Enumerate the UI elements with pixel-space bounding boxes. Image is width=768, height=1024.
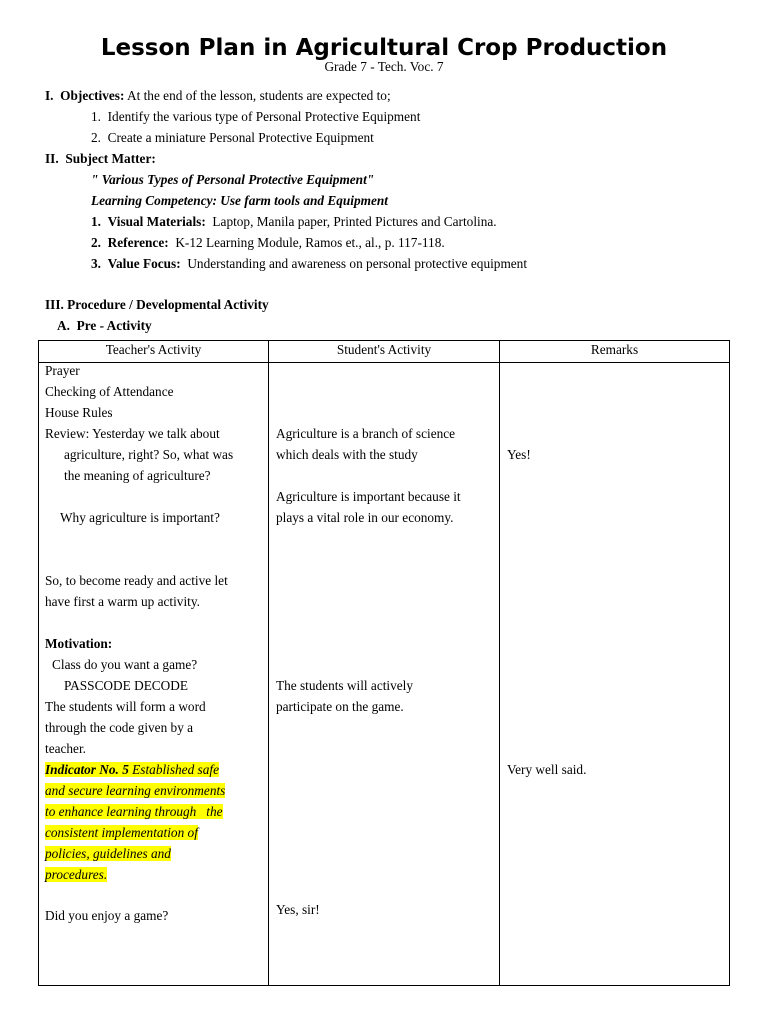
objectives-intro: At the end of the lesson, students are expected to; [124, 88, 391, 103]
subject-topic: " Various Types of Personal Protective Equipment" [91, 172, 375, 187]
item-number: 1. [91, 214, 101, 229]
remark-line: Yes! [507, 447, 531, 462]
student-line: The students will actively [276, 678, 414, 693]
subject-matter-heading: II. Subject Matter: [45, 151, 156, 166]
indicator-highlight: consistent implementation of [45, 825, 198, 840]
teacher-line: So, to become ready and active let [45, 573, 228, 588]
indicator-label: Indicator No. 5 [45, 762, 129, 777]
column-header-remarks: Remarks [500, 341, 730, 363]
teacher-line: Review: Yesterday we talk about [45, 426, 220, 441]
pre-activity-heading: A. Pre - Activity [57, 318, 152, 333]
item-value: K-12 Learning Module, Ramos et., al., p. 117-118. [175, 235, 445, 250]
teacher-line: agriculture, right? So, what was [64, 447, 234, 462]
grade-subtitle: Grade 7 - Tech. Voc. 7 [324, 59, 444, 74]
motivation-heading: Motivation: [45, 636, 113, 651]
column-header-student: Student's Activity [269, 341, 500, 363]
student-activity-cell [269, 363, 500, 986]
subject-item-reference [91, 235, 445, 251]
objective-item: 2. Create a miniature Personal Protective Equipment [91, 130, 374, 145]
indicator-highlight: and secure learning environments [45, 783, 226, 798]
teacher-line: Why agriculture is important? [60, 510, 220, 525]
item-label: Value Focus: [107, 256, 181, 271]
lesson-plan-title: Lesson Plan in Agricultural Crop Production [100, 35, 668, 61]
teacher-line: The students will form a word [45, 699, 206, 714]
subject-item-visual [91, 214, 497, 230]
indicator-highlight [45, 762, 219, 778]
indicator-highlight: policies, guidelines and [45, 846, 171, 861]
objectives-heading [45, 88, 391, 104]
student-line: which deals with the study [276, 447, 418, 462]
teacher-activity-cell [39, 363, 269, 986]
procedure-heading: III. Procedure / Developmental Activity [45, 297, 269, 312]
teacher-line: through the code given by a [45, 720, 194, 735]
student-line: plays a vital role in our economy. [276, 510, 454, 525]
table-row [39, 363, 730, 986]
indicator-highlight: to enhance learning through the [45, 804, 223, 819]
remark-line: Very well said. [507, 762, 587, 777]
indicator-text: Established safe [128, 762, 219, 777]
student-line: participate on the game. [276, 699, 404, 714]
table-header-row [39, 341, 730, 363]
objectives-label: Objectives: [60, 88, 125, 103]
objectives-numeral: I. [45, 88, 54, 103]
item-number: 2. [91, 235, 101, 250]
teacher-line: Did you enjoy a game? [45, 908, 169, 923]
item-value: Laptop, Manila paper, Printed Pictures and Cartolina. [212, 214, 497, 229]
student-line: Agriculture is important because it [276, 489, 461, 504]
item-label: Visual Materials: [107, 214, 206, 229]
objective-item: 1. Identify the various type of Personal Protective Equipment [91, 109, 421, 124]
student-line: Yes, sir! [276, 902, 320, 917]
column-header-teacher: Teacher's Activity [39, 341, 269, 363]
teacher-line: the meaning of agriculture? [64, 468, 211, 483]
indicator-highlight: procedures. [45, 867, 108, 882]
subject-item-value-focus [91, 256, 527, 272]
item-label: Reference: [107, 235, 169, 250]
game-title: PASSCODE DECODE [64, 678, 189, 693]
teacher-line: have first a warm up activity. [45, 594, 200, 609]
teacher-line: teacher. [45, 741, 86, 756]
item-value: Understanding and awareness on personal protective equipment [187, 256, 528, 271]
teacher-line: Prayer [45, 363, 80, 378]
teacher-line: Class do you want a game? [52, 657, 198, 672]
learning-competency: Learning Competency: Use farm tools and Equipment [91, 193, 388, 208]
item-number: 3. [91, 256, 101, 271]
student-line: Agriculture is a branch of science [276, 426, 456, 441]
activity-table [38, 340, 730, 986]
teacher-line: House Rules [45, 405, 113, 420]
teacher-line: Checking of Attendance [45, 384, 174, 399]
remarks-cell [500, 363, 730, 986]
